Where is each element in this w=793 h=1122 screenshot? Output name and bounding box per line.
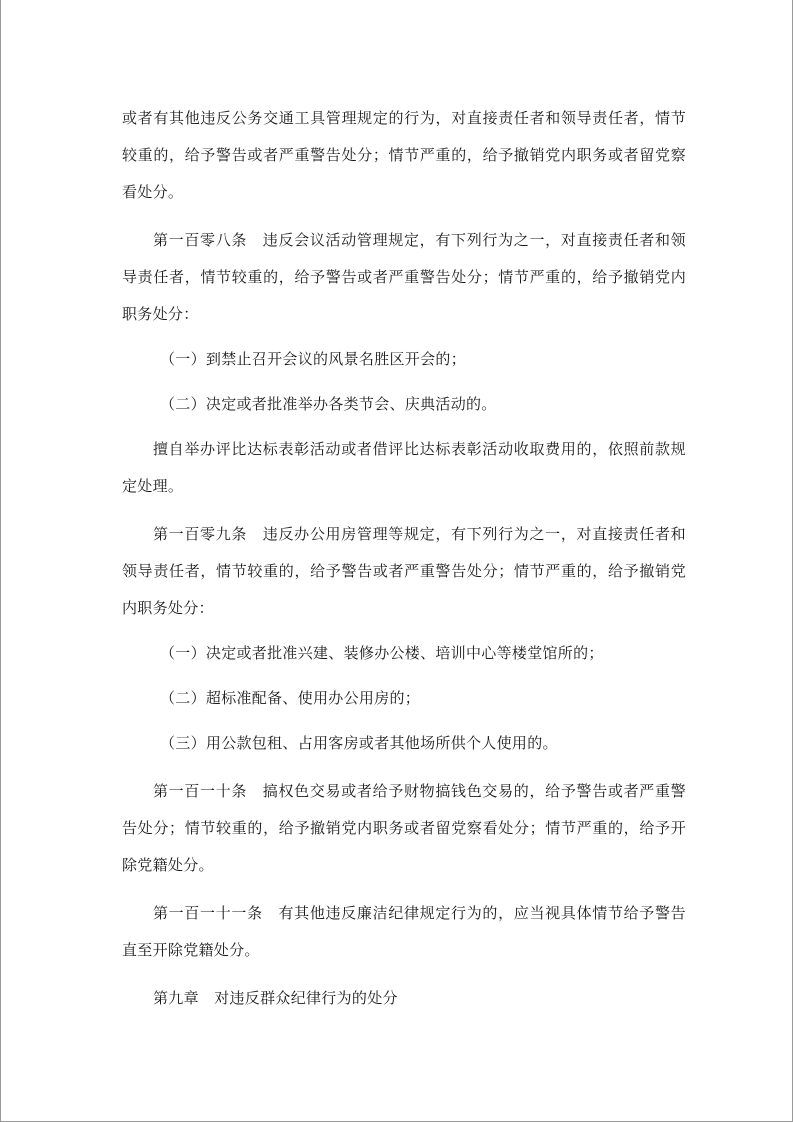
article-111: 第一百一十一条 有其他违反廉洁纪律规定行为的，应当视具体情节给予警告直至开除党籍处分。	[122, 904, 686, 959]
article-109-item-2: （二）超标准配备、使用办公用房的；	[160, 689, 421, 707]
chapter-9-heading: 第九章 对违反群众纪律行为的处分	[153, 989, 398, 1007]
document-body	[122, 100, 686, 1017]
article-109-item-3: （三）用公款包租、占用客房或者其他场所供个人使用的。	[160, 734, 558, 752]
article-109: 第一百零九条 违反办公用房管理等规定，有下列行为之一，对直接责任者和领导责任者，情节较重的，给予警告或者严重警告处分；情节严重的，给予撤销党内职务处分：	[122, 525, 686, 617]
article-110: 第一百一十条 搞权色交易或者给予财物搞钱色交易的，给予警告或者严重警告处分；情节较重的，给予撤销党内职务或者留党察看处分；情节严重的，给予开除党籍处分。	[122, 782, 686, 874]
article-108-supplement: 擅自举办评比达标表彰活动或者借评比达标表彰活动收取费用的，依照前款规定处理。	[122, 440, 686, 495]
paragraph-continuation: 或者有其他违反公务交通工具管理规定的行为，对直接责任者和领导责任者，情节较重的，给予警告或者严重警告处分；情节严重的，给予撤销党内职务或者留党察看处分。	[122, 109, 686, 201]
article-109-item-1: （一）决定或者批准兴建、装修办公楼、培训中心等楼堂馆所的；	[160, 644, 604, 662]
article-108: 第一百零八条 违反会议活动管理规定，有下列行为之一，对直接责任者和领导责任者，情节较重的，给予警告或者严重警告处分；情节严重的，给予撤销党内职务处分：	[122, 231, 686, 323]
article-108-item-2: （二）决定或者批准举办各类节会、庆典活动的。	[160, 395, 497, 413]
article-108-item-1: （一）到禁止召开会议的风景名胜区开会的；	[160, 350, 467, 368]
